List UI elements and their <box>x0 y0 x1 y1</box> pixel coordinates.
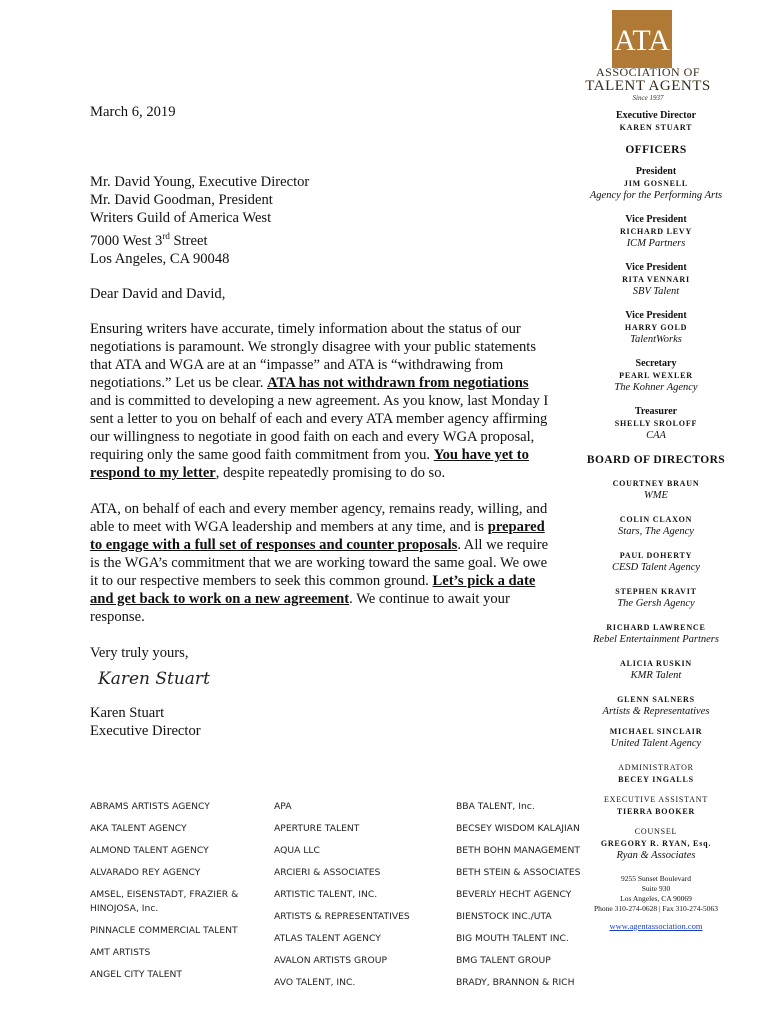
signer-name: Karen Stuart <box>90 704 165 721</box>
exec-director-title: Executive Director <box>615 110 697 121</box>
emphasis-text: ATA has not withdrawn from negotiations <box>267 374 529 391</box>
ata-logo <box>612 10 672 68</box>
address-line: Mr. David Goodman, President <box>90 192 273 208</box>
officer-entry <box>556 310 756 346</box>
agency-name: AMSEL, EISENSTADT, FRAZIER & <box>90 889 239 900</box>
agency-name: ANGEL CITY TALENT <box>90 969 182 980</box>
agency-name: ABRAMS ARTISTS AGENCY <box>90 801 210 812</box>
board-heading: BOARD OF DIRECTORS <box>586 454 726 466</box>
logo-since: Since 1937 <box>632 94 664 102</box>
officer-entry <box>556 166 756 202</box>
address-superscript: rd <box>162 231 170 241</box>
counsel-org: Ryan & Associates <box>616 850 696 861</box>
board-org: WME <box>644 490 668 501</box>
agency-name: BETH BOHN MANAGEMENT <box>456 845 580 856</box>
officers-heading: OFFICERS <box>625 144 687 156</box>
agency-name: ALVARADO REY AGENCY <box>90 867 201 878</box>
agency-name: AQUA LLC <box>274 845 320 856</box>
board-entry <box>556 694 756 718</box>
officer-org: ICM Partners <box>626 238 686 249</box>
agency-name: BRADY, BRANNON & RICH <box>456 977 575 988</box>
officer-title: Vice President <box>625 214 687 225</box>
administrator-role: ADMINISTRATOR <box>618 763 694 772</box>
office-address-1: 9255 Sunset Boulevard <box>621 874 691 883</box>
agency-name: ARCIERI & ASSOCIATES <box>274 867 381 878</box>
text-run: and is committed to developing a new agreement. As you know, last Monday I sent a letter to you on behalf of each and every ATA member agency affirming our willingness to negotiate in good faith on each and every WGA proposal, requiring only the same good faith commitment from you. <box>90 392 549 463</box>
paragraph-2 <box>90 500 550 626</box>
address-line: 7000 West 3 <box>90 232 163 249</box>
officer-org: SBV Talent <box>632 286 680 297</box>
officer-title: Vice President <box>625 310 687 321</box>
officer-entry <box>556 214 756 250</box>
agency-name: BBA TALENT, Inc. <box>456 801 535 812</box>
text-run: , despite repeatedly promising to do so. <box>215 464 446 481</box>
agency-name: APA <box>274 801 292 812</box>
officer-title: Vice President <box>625 262 687 273</box>
assistant-name: TIERRA BOOKER <box>616 807 696 816</box>
board-name: MICHAEL SINCLAIR <box>609 727 703 736</box>
board-name: COLIN CLAXON <box>619 515 693 524</box>
emphasis-text: prepared to engage with a full set of responses and counter proposals <box>90 518 545 553</box>
officer-name: RITA VENNARI <box>622 275 690 284</box>
agency-name: PINNACLE COMMERCIAL TALENT <box>90 925 238 936</box>
logo-line2: TALENT AGENTS <box>585 78 711 94</box>
officer-org: Agency for the Performing Arts <box>589 190 723 201</box>
board-entry <box>556 622 756 646</box>
website-link[interactable]: www.agentassociation.com <box>609 921 703 931</box>
board-entry <box>556 550 756 574</box>
board-entry <box>556 726 756 750</box>
office-address-3: Los Angeles, CA 90069 <box>620 894 692 903</box>
agency-name: BEVERLY HECHT AGENCY <box>456 889 572 900</box>
address-line: Writers Guild of America West <box>90 210 272 226</box>
board-entry <box>556 586 756 610</box>
agency-name: AVALON ARTISTS GROUP <box>274 955 388 966</box>
administrator-name: BECEY INGALLS <box>618 775 694 784</box>
board-name: COURTNEY BRAUN <box>612 479 700 488</box>
agency-name: BIG MOUTH TALENT INC. <box>456 933 569 944</box>
counsel-role: COUNSEL <box>634 827 678 836</box>
address-line: Los Angeles, CA 90048 <box>90 250 230 267</box>
handwritten-signature: Karen Stuart <box>98 668 210 689</box>
officer-title: President <box>635 166 677 177</box>
agency-name: AVO TALENT, INC. <box>274 977 356 988</box>
agency-name: BIENSTOCK INC./UTA <box>456 911 552 922</box>
officer-name: SHELLY SROLOFF <box>614 419 698 428</box>
agency-name: ALMOND TALENT AGENCY <box>90 845 209 856</box>
board-org: Stars, The Agency <box>618 526 694 537</box>
board-name: RICHARD LAWRENCE <box>606 623 706 632</box>
agency-name: APERTURE TALENT <box>274 823 360 834</box>
address-line: Street <box>169 232 208 249</box>
exec-director-name: KAREN STUART <box>619 123 693 132</box>
board-org: Rebel Entertainment Partners <box>593 634 719 645</box>
text-run: . We continue to await your response. <box>90 590 510 625</box>
assistant-role: EXECUTIVE ASSISTANT <box>603 795 709 804</box>
officer-org: The Kohner Agency <box>614 382 698 393</box>
officer-name: RICHARD LEVY <box>619 227 693 236</box>
board-entry <box>556 478 756 502</box>
paragraph-1 <box>90 320 550 482</box>
phone-fax: Phone 310-274-0628 | Fax 310-274-5063 <box>594 904 718 913</box>
letter-date: March 6, 2019 <box>90 104 176 120</box>
text-run: Ensuring writers have accurate, timely information about the status of our negotiations is paramount. We strongly disagree with your public statements that ATA and WGA are at an “impasse” and ATA is “withdrawing from negotiations.” Let us be clear. <box>90 320 537 391</box>
agency-name: ARTISTS & REPRESENTATIVES <box>274 911 410 922</box>
text-run: . All we require is the WGA’s commitment that we are working toward the same goal. We owe it to our respective members to seek this common ground. <box>90 536 549 589</box>
counsel-name: GREGORY R. RYAN, Esq. <box>600 839 712 848</box>
ata-logo-mark <box>612 10 672 68</box>
letterhead-sidebar <box>556 110 756 933</box>
emphasis-text: You have yet to respond to my letter <box>90 446 529 481</box>
agency-name: AKA TALENT AGENCY <box>90 823 187 834</box>
officer-org: TalentWorks <box>630 334 682 345</box>
signer-title: Executive Director <box>90 722 201 739</box>
logo-caption <box>578 66 718 103</box>
emphasis-text: Let’s pick a date and get back to work on a new agreement <box>90 572 536 607</box>
officer-name: PEARL WEXLER <box>619 371 693 380</box>
officer-title: Secretary <box>635 358 677 369</box>
officer-name: HARRY GOLD <box>624 323 688 332</box>
letter-body <box>90 103 550 740</box>
board-name: GLENN SALNERS <box>617 695 695 704</box>
office-address-2: Suite 930 <box>641 884 671 893</box>
closing: Very truly yours, <box>90 644 189 661</box>
board-org: United Talent Agency <box>610 738 702 749</box>
board-name: ALICIA RUSKIN <box>620 659 692 668</box>
board-entry <box>556 658 756 682</box>
officer-entry <box>556 358 756 394</box>
officer-entry <box>556 262 756 298</box>
board-org: CESD Talent Agency <box>611 562 701 573</box>
logo-monogram: ATA <box>614 24 670 57</box>
board-org: The Gersh Agency <box>617 598 695 609</box>
officer-org: CAA <box>646 430 666 441</box>
board-name: STEPHEN KRAVIT <box>615 587 697 596</box>
agency-name: ARTISTIC TALENT, INC. <box>274 889 378 900</box>
board-name: PAUL DOHERTY <box>619 551 693 560</box>
agency-name: HINOJOSA, Inc. <box>90 903 159 914</box>
recipient-address <box>90 173 550 268</box>
agency-name: BECSEY WISDOM KALAJIAN <box>456 823 580 834</box>
board-org: Artists & Representatives <box>602 706 710 717</box>
agency-name: ATLAS TALENT AGENCY <box>274 933 381 944</box>
officer-name: JIM GOSNELL <box>623 179 689 188</box>
agency-name: AMT ARTISTS <box>90 947 151 958</box>
officer-entry <box>556 406 756 442</box>
text-run: ATA, on behalf of each and every member agency, remains ready, willing, and able to meet with WGA leadership and members at any time, and is <box>90 500 548 535</box>
salutation: Dear David and David, <box>90 285 226 302</box>
address-line: Mr. David Young, Executive Director <box>90 174 310 190</box>
board-entry <box>556 514 756 538</box>
agency-name: BMG TALENT GROUP <box>456 955 551 966</box>
board-org: KMR Talent <box>630 670 682 681</box>
officer-title: Treasurer <box>634 406 678 417</box>
logo-line1: ASSOCIATION OF <box>595 65 700 79</box>
agency-name: BETH STEIN & ASSOCIATES <box>456 867 581 878</box>
